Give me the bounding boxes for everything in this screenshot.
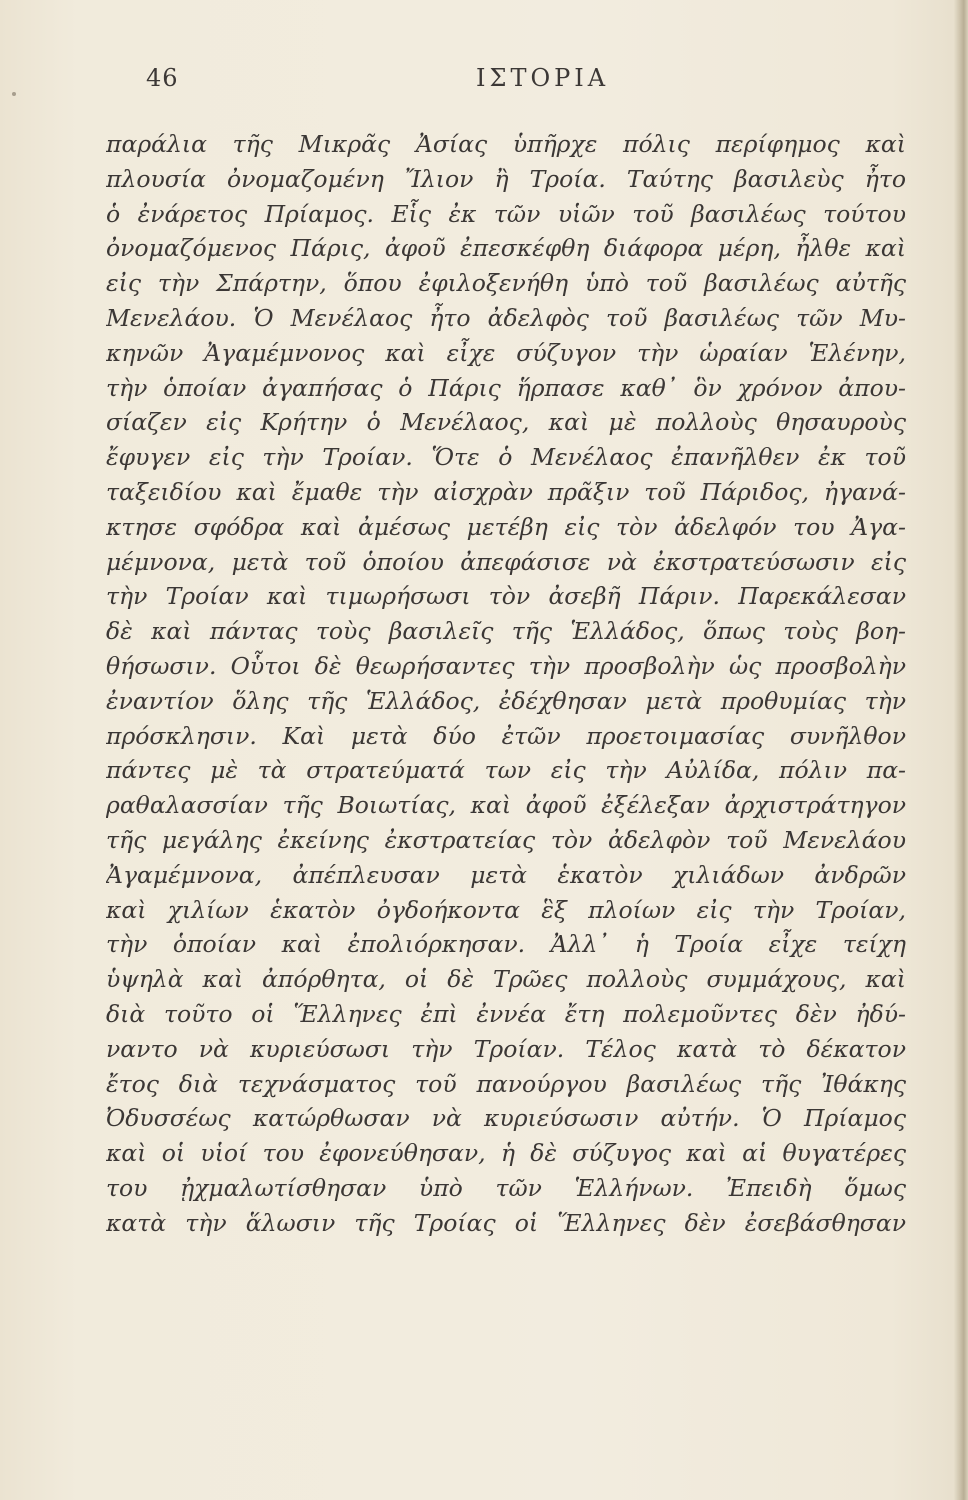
text-line: ἔφυγεν εἰς τὴν Τροίαν. Ὅτε ὁ Μενέλαος ἐπανῆλθεν ἐκ τοῦ: [106, 443, 906, 472]
text-line: Ἀγαμέμνονα, ἀπέπλευσαν μετὰ ἑκατὸν χιλιάδων ἀνδρῶν: [106, 860, 906, 889]
text-line: κατὰ τὴν ἅλωσιν τῆς Τροίας οἱ Ἕλληνες δὲν ἐσεβάσθησαν: [106, 1208, 906, 1237]
text-line: σίαζεν εἰς Κρήτην ὁ Μενέλαος, καὶ μὲ πολλοὺς θησαυροὺς: [106, 408, 906, 437]
text-line: καὶ χιλίων ἑκατὸν ὀγδοήκοντα ἓξ πλοίων εἰς τὴν Τροίαν,: [106, 895, 906, 924]
text-line: ταξειδίου καὶ ἔμαθε τὴν αἰσχρὰν πρᾶξιν τοῦ Πάριδος, ἠγανά-: [106, 477, 906, 506]
text-line: πλουσία ὀνομαζομένη Ἴλιον ἢ Τροία. Ταύτης βασιλεὺς ἦτο: [106, 164, 906, 193]
text-line: τὴν Τροίαν καὶ τιμωρήσωσι τὸν ἀσεβῆ Πάριν. Παρεκάλεσαν: [106, 582, 906, 611]
page-edge: [954, 0, 968, 1500]
text-line: ἐναντίον ὅλης τῆς Ἑλλάδος, ἐδέχθησαν μετὰ προθυμίας τὴν: [106, 686, 906, 715]
text-line: Ὀδυσσέως κατώρθωσαν νὰ κυριεύσωσιν αὐτήν. Ὁ Πρίαμος: [106, 1104, 906, 1133]
text-line: καὶ οἱ υἱοί του ἐφονεύθησαν, ἡ δὲ σύζυγος καὶ αἱ θυγατέρες: [106, 1139, 906, 1168]
page-header: [0, 62, 968, 102]
text-line: πάντες μὲ τὰ στρατεύματά των εἰς τὴν Αὐλίδα, πόλιν πα-: [106, 756, 906, 785]
text-line: ραθαλασσίαν τῆς Βοιωτίας, καὶ ἀφοῦ ἐξέλεξαν ἀρχιστράτηγον: [106, 791, 906, 820]
text-line: τὴν ὁποίαν ἀγαπήσας ὁ Πάρις ἥρπασε καθ᾽ ὃν χρόνον ἀπου-: [106, 373, 906, 402]
text-line: τὴν ὁποίαν καὶ ἐπολιόρκησαν. Ἀλλ᾽ ἡ Τροία εἶχε τείχη: [106, 930, 906, 959]
running-title: ΙΣΤΟΡΙΑ: [476, 64, 610, 92]
text-line: θήσωσιν. Οὗτοι δὲ θεωρήσαντες τὴν προσβολὴν ὡς προσβολὴν: [106, 651, 906, 680]
text-line: ὁ ἐνάρετος Πρίαμος. Εἷς ἐκ τῶν υἱῶν τοῦ βασιλέως τούτου: [106, 199, 906, 228]
text-line: παράλια τῆς Μικρᾶς Ἀσίας ὑπῆρχε πόλις περίφημος καὶ: [106, 130, 906, 158]
text-line: κτησε σφόδρα καὶ ἀμέσως μετέβη εἰς τὸν ἀδελφόν του Ἀγα-: [106, 512, 906, 541]
page-number: 46: [146, 64, 179, 92]
text-line: ὑψηλὰ καὶ ἀπόρθητα, οἱ δὲ Τρῶες πολλοὺς συμμάχους, καὶ: [106, 965, 906, 994]
body-text: [106, 127, 906, 1241]
text-line: πρόσκλησιν. Καὶ μετὰ δύο ἐτῶν προετοιμασίας συνῆλθον: [106, 721, 906, 750]
text-line: ὀνομαζόμενος Πάρις, ἀφοῦ ἐπεσκέφθη διάφορα μέρη, ἦλθε καὶ: [106, 234, 906, 263]
text-line: εἰς τὴν Σπάρτην, ὅπου ἐφιλοξενήθη ὑπὸ τοῦ βασιλέως αὐτῆς: [106, 269, 906, 298]
text-line: κηνῶν Ἀγαμέμνονος καὶ εἶχε σύζυγον τὴν ὡραίαν Ἑλένην,: [106, 338, 906, 367]
text-line: μέμνονα, μετὰ τοῦ ὁποίου ἀπεφάσισε νὰ ἐκστρατεύσωσιν εἰς: [106, 547, 906, 576]
text-line: ναντο νὰ κυριεύσωσι τὴν Τροίαν. Τέλος κατὰ τὸ δέκατον: [106, 1034, 906, 1063]
text-line: ἔτος διὰ τεχνάσματος τοῦ πανούργου βασιλέως τῆς Ἰθάκης: [106, 1069, 906, 1098]
text-line: Μενελάου. Ὁ Μενέλαος ἦτο ἀδελφὸς τοῦ βασιλέως τῶν Μυ-: [106, 303, 906, 332]
text-line: δὲ καὶ πάντας τοὺς βασιλεῖς τῆς Ἑλλάδος, ὅπως τοὺς βοη-: [106, 617, 906, 646]
text-line: διὰ τοῦτο οἱ Ἕλληνες ἐπὶ ἐννέα ἔτη πολεμοῦντες δὲν ἠδύ-: [106, 999, 906, 1028]
text-line: του ᾐχμαλωτίσθησαν ὑπὸ τῶν Ἑλλήνων. Ἐπειδὴ ὅμως: [106, 1173, 906, 1202]
text-line: τῆς μεγάλης ἐκείνης ἐκστρατείας τὸν ἀδελφὸν τοῦ Μενελάου: [106, 825, 906, 854]
